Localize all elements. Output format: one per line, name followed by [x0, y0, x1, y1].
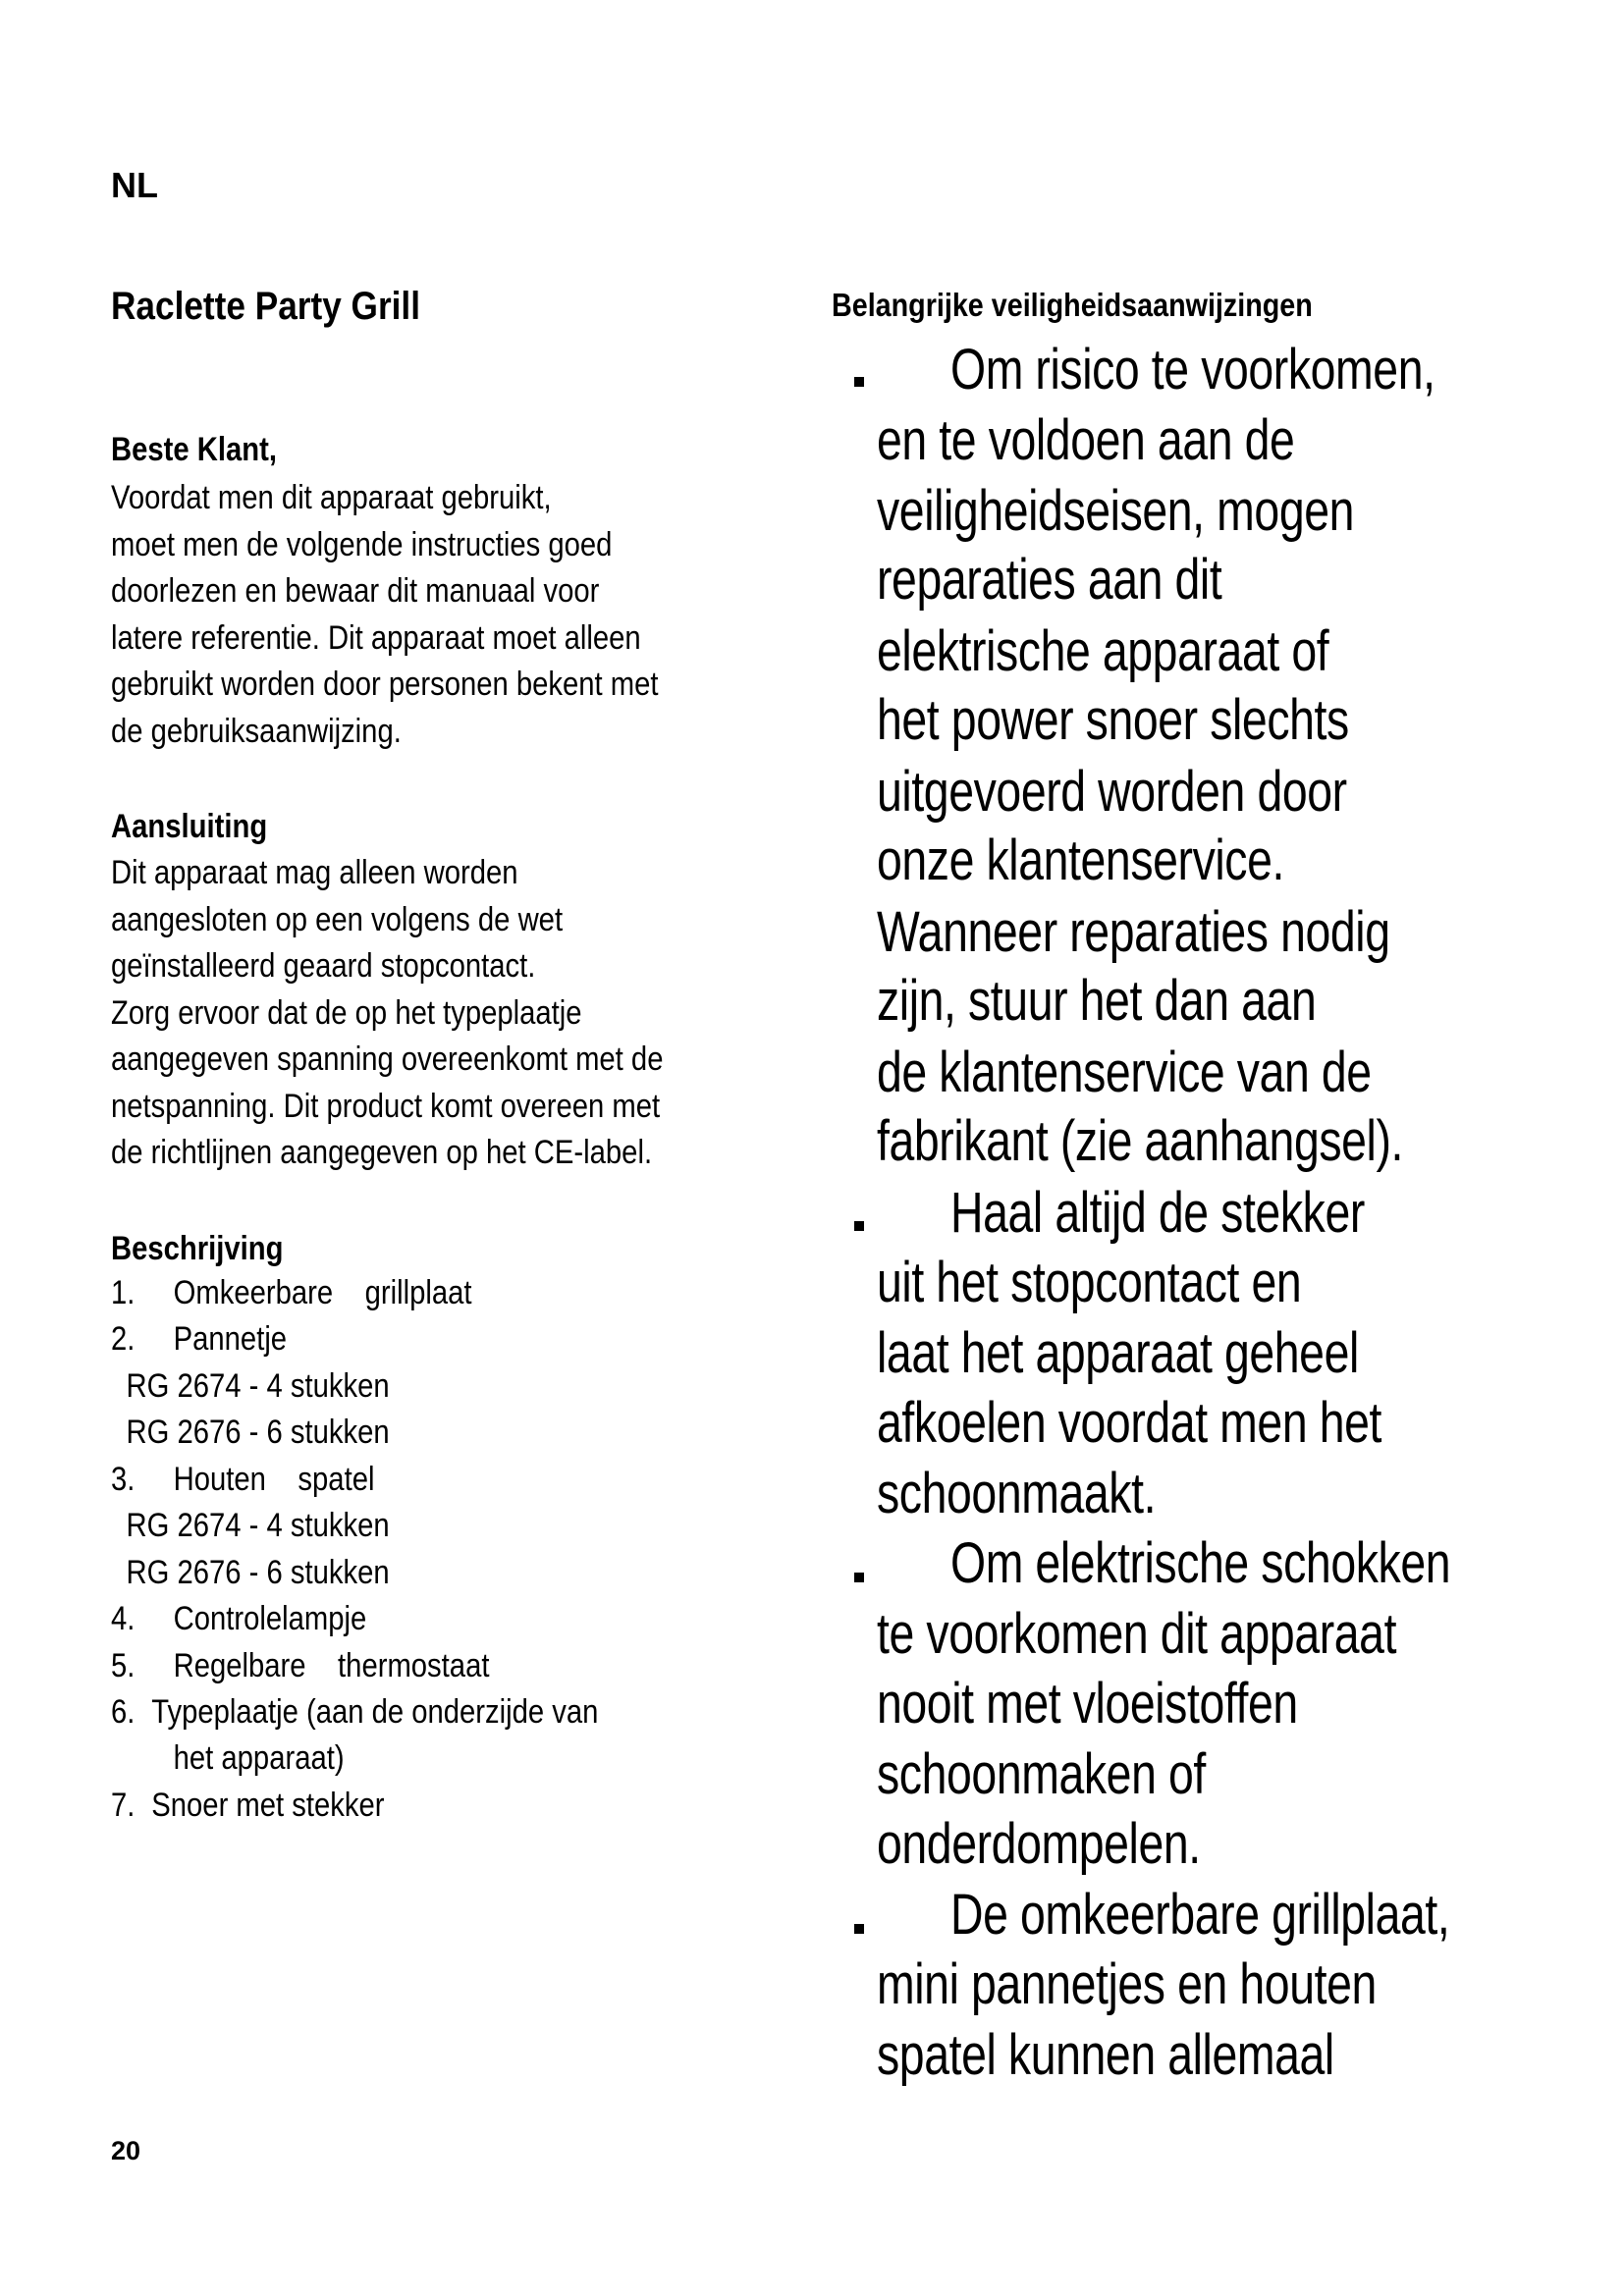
item-text: Pannetje: [173, 1320, 288, 1358]
safety-line: reparaties aan dit: [877, 548, 1222, 612]
safety-line: spatel kunnen allemaal: [877, 2023, 1334, 2087]
item-text: Regelbare thermostaat: [173, 1647, 490, 1684]
item-text: Omkeerbare grillplaat: [173, 1274, 472, 1311]
safety-line: en te voldoen aan de: [877, 408, 1295, 472]
intro-line: Voordat men dit apparaat gebruikt,: [111, 479, 552, 516]
description-subitem: [111, 1507, 390, 1545]
item-text: Controlelampje: [173, 1600, 367, 1637]
bullet-icon: [854, 1924, 864, 1934]
connection-paragraph: [111, 850, 702, 1177]
safety-line: Wanneer reparaties nodig: [877, 900, 1390, 964]
item-number: 1.: [111, 1274, 135, 1311]
safety-line: nooit met vloeistoffen: [877, 1672, 1298, 1735]
connection-line: netspanning. Dit product komt overeen met: [111, 1087, 661, 1125]
description-heading: Beschrijving: [111, 1230, 284, 1267]
bullet-icon: [854, 1573, 864, 1582]
description-subitem: [111, 1554, 390, 1592]
description-subitem: [111, 1414, 390, 1452]
description-subitem: [111, 1367, 390, 1406]
safety-line: laat het apparaat geheel: [877, 1321, 1359, 1385]
item-text: Houten spatel: [173, 1461, 375, 1498]
item-text: Snoer met stekker: [151, 1787, 385, 1824]
safety-line: schoonmaken of: [877, 1742, 1206, 1806]
connection-line: Zorg ervoor dat de op het typeplaatje: [111, 993, 582, 1032]
safety-line: het power snoer slechts: [877, 688, 1349, 752]
description-item: [111, 1600, 366, 1638]
safety-line: mini pannetjes en houten: [877, 1952, 1377, 2016]
item-number: 2.: [111, 1320, 135, 1358]
description-item: [111, 1461, 374, 1499]
safety-line: te voorkomen dit apparaat: [877, 1602, 1397, 1666]
description-item: [111, 1693, 598, 1732]
description-item: [111, 1647, 489, 1685]
intro-line: gebruikt worden door personen bekent met: [111, 666, 659, 703]
intro-line: moet men de volgende instructies goed: [111, 525, 613, 563]
safety-line: afkoelen voordat men het: [877, 1391, 1382, 1455]
item-text: RG 2676 - 6 stukken: [126, 1414, 390, 1451]
connection-heading: Aansluiting: [111, 808, 268, 845]
intro-paragraph: [111, 475, 702, 755]
item-text: RG 2676 - 6 stukken: [126, 1554, 390, 1591]
safety-heading: Belangrijke veiligheidsaanwijzingen: [832, 287, 1313, 323]
item-text: Typeplaatje (aan de onderzijde van: [151, 1693, 599, 1731]
safety-line: de klantenservice van de: [877, 1041, 1372, 1104]
intro-line: latere referentie. Dit apparaat moet alleen: [111, 618, 641, 657]
description-subitem: [111, 1739, 345, 1778]
item-number: 4.: [111, 1600, 135, 1637]
bullet-icon: [854, 1221, 864, 1231]
item-number: 6.: [111, 1693, 135, 1731]
page-number: 20: [111, 2136, 141, 2165]
intro-line: doorlezen en bewaar dit manuaal voor: [111, 572, 600, 610]
safety-line: elektrische apparaat of: [877, 619, 1329, 683]
item-text: het apparaat): [173, 1739, 345, 1777]
safety-line: schoonmaakt.: [877, 1462, 1157, 1525]
safety-line: uitgevoerd worden door: [877, 760, 1347, 824]
description-item: [111, 1274, 472, 1312]
safety-line: Om risico te voorkomen,: [950, 338, 1435, 401]
item-number: 3.: [111, 1461, 135, 1498]
safety-line: Haal altijd de stekker: [950, 1181, 1365, 1245]
safety-line: De omkeerbare grillplaat,: [950, 1883, 1450, 1947]
safety-line: uit het stopcontact en: [877, 1251, 1302, 1314]
item-number: 7.: [111, 1787, 135, 1824]
safety-line: fabrikant (zie aanhangsel).: [877, 1109, 1404, 1173]
connection-line: Dit apparaat mag alleen worden: [111, 854, 518, 891]
intro-heading: Beste Klant,: [111, 431, 277, 468]
description-item: [111, 1320, 287, 1359]
item-text: RG 2674 - 4 stukken: [126, 1507, 390, 1544]
intro-line: de gebruiksaanwijzing.: [111, 712, 402, 750]
page-title: Raclette Party Grill: [111, 285, 420, 328]
description-item: [111, 1787, 385, 1825]
safety-line: onderdompelen.: [877, 1812, 1201, 1876]
language-label: NL: [111, 165, 158, 205]
safety-line: veiligheidseisen, mogen: [877, 479, 1355, 543]
item-number: 5.: [111, 1647, 135, 1684]
bullet-icon: [854, 377, 864, 387]
connection-line: geïnstalleerd geaard stopcontact.: [111, 947, 536, 985]
safety-line: zijn, stuur het dan aan: [877, 969, 1317, 1033]
connection-line: de richtlijnen aangegeven op het CE-label.: [111, 1134, 653, 1171]
safety-line: onze klantenservice.: [877, 828, 1284, 892]
safety-line: Om elektrische schokken: [950, 1531, 1451, 1595]
connection-line: aangesloten op een volgens de wet: [111, 900, 564, 938]
item-text: RG 2674 - 4 stukken: [126, 1367, 390, 1405]
connection-line: aangegeven spanning overeenkomt met de: [111, 1041, 664, 1078]
